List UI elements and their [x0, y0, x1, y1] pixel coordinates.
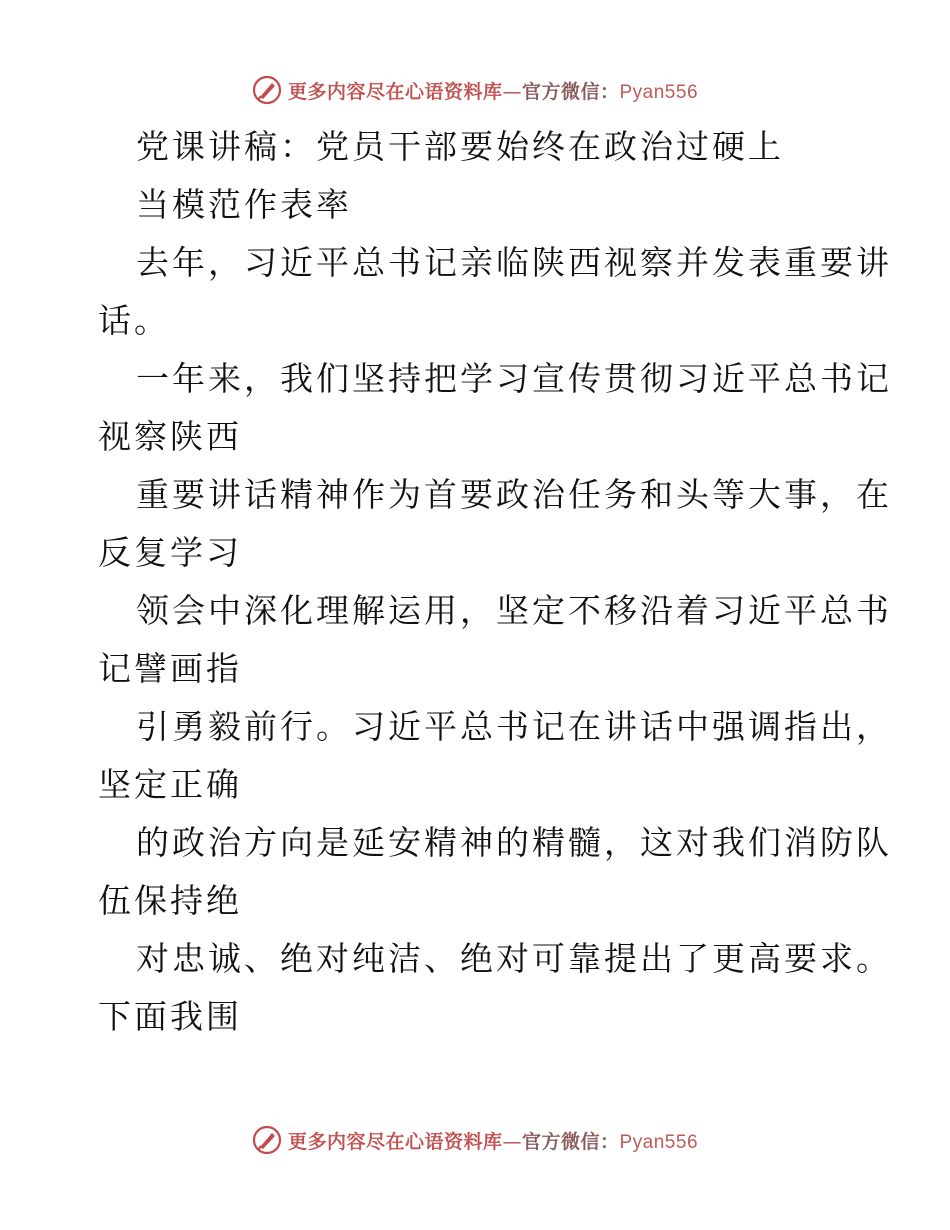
- document-line: 坚定正确: [98, 765, 242, 804]
- document-line: 的政治方向是延安精神的精髓，这对我们消防队: [136, 823, 892, 862]
- header-separator: —: [502, 80, 522, 103]
- document-line: 反复学习: [98, 533, 242, 572]
- document-line: 对忠诚、绝对纯洁、绝对可靠提出了更高要求。: [136, 939, 892, 978]
- footer-banner: [0, 1120, 950, 1160]
- footer-site-name: 更多内容尽在心语资料库: [287, 1130, 503, 1153]
- document-line: 视察陕西: [98, 417, 242, 456]
- document-line: 引勇毅前行。习近平总书记在讲话中强调指出，: [136, 707, 892, 746]
- footer-wechat-id: Pyan556: [619, 1131, 699, 1153]
- document-line: 党课讲稿：党员干部要始终在政治过硬上: [136, 127, 784, 166]
- document-line: 一年来，我们坚持把学习宣传贯彻习近平总书记: [136, 359, 892, 398]
- document-line: 伍保持绝: [98, 881, 242, 920]
- document-line: 话。: [98, 301, 170, 340]
- document-line: 重要讲话精神作为首要政治任务和头等大事，在: [136, 475, 892, 514]
- footer-separator: —: [502, 1130, 522, 1153]
- document-line: 下面我围: [98, 997, 242, 1036]
- document-line: 去年，习近平总书记亲临陕西视察并发表重要讲: [136, 243, 892, 282]
- document-body: [98, 118, 892, 1046]
- header-banner-text: [288, 77, 698, 104]
- quill-logo-icon: [252, 75, 282, 105]
- footer-banner-text: [288, 1127, 698, 1154]
- header-wechat-id: Pyan556: [619, 81, 699, 103]
- document-line: 当模范作表率: [136, 185, 352, 224]
- document-line: 记譬画指: [98, 649, 242, 688]
- footer-wechat-label: 官方微信：: [521, 1130, 620, 1153]
- header-wechat-label: 官方微信：: [521, 80, 620, 103]
- header-banner: [0, 70, 950, 110]
- document-line: 领会中深化理解运用，坚定不移沿着习近平总书: [136, 591, 892, 630]
- quill-logo-icon: [252, 1125, 282, 1155]
- header-site-name: 更多内容尽在心语资料库: [287, 80, 503, 103]
